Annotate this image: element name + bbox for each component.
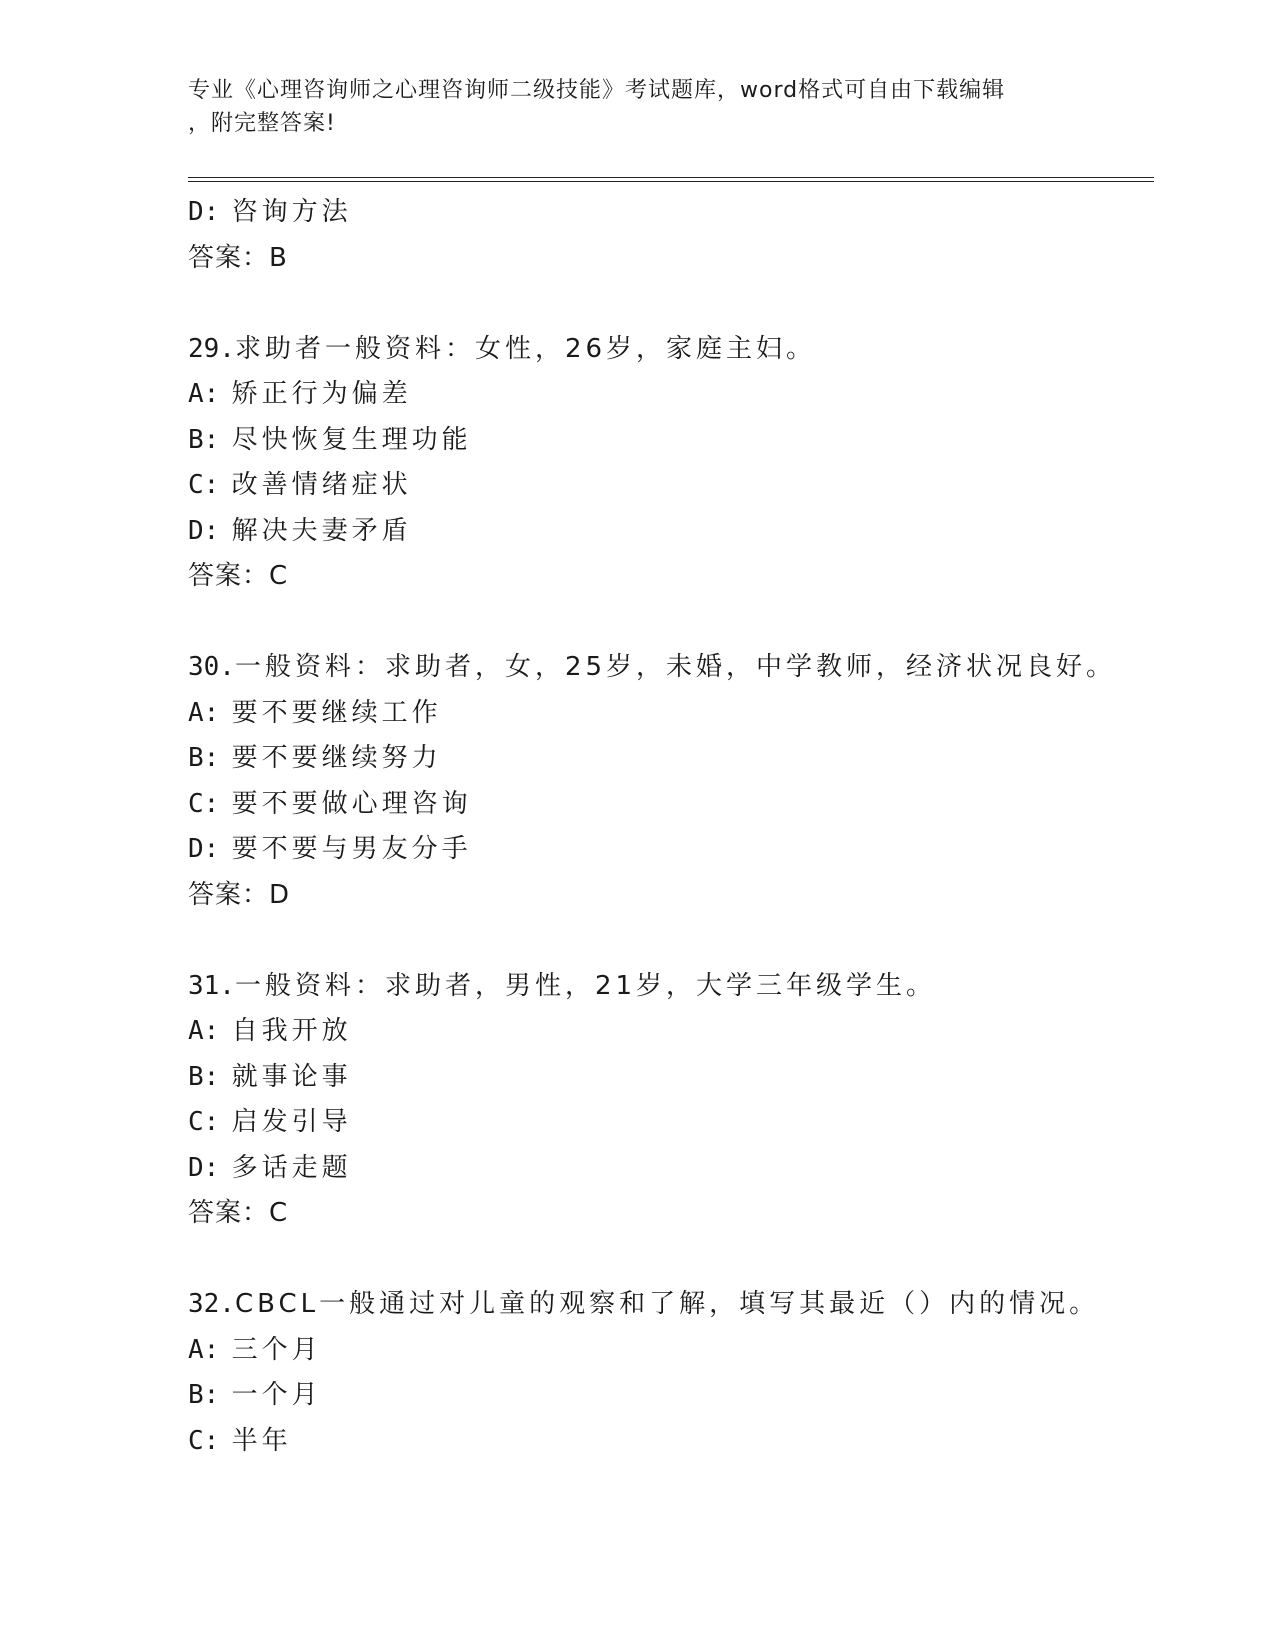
question-text: CBCL一般通过对儿童的观察和了解，填写其最近（）内的情况。 [234, 1289, 1100, 1319]
option-key: D: [188, 515, 220, 546]
option-text: 咨询方法 [231, 197, 352, 227]
option-key: D: [188, 834, 220, 864]
option-key: A: [188, 379, 220, 409]
option-text: 就事论事 [231, 1061, 352, 1092]
option-key: A: [188, 697, 220, 728]
option-a [188, 372, 1148, 418]
option-b [188, 1055, 1148, 1101]
option-key: C: [188, 1425, 220, 1456]
spacer [188, 600, 1148, 646]
option-key: B: [188, 424, 220, 455]
option-text: 尽快恢复生理功能 [231, 424, 472, 455]
question-text: 求助者一般资料：女性，26岁，家庭主妇。 [234, 333, 817, 364]
question-number: 29. [188, 333, 235, 364]
option-text: 要不要做心理咨询 [231, 788, 472, 819]
option-text: 矫正行为偏差 [231, 379, 412, 409]
option-b [188, 418, 1148, 464]
option-text: 改善情绪症状 [231, 470, 412, 500]
option-key: C: [188, 1107, 220, 1137]
option-key: A: [188, 1016, 220, 1046]
option-key: C: [188, 788, 220, 819]
option-text: 要不要继续工作 [231, 697, 442, 728]
option-b [188, 736, 1148, 782]
question-number: 30. [188, 652, 235, 682]
question-text: 一般资料：求助者，女，25岁，未婚，中学教师，经济状况良好。 [234, 652, 1117, 682]
option-key: B: [188, 1061, 220, 1092]
option-text: 启发引导 [231, 1107, 352, 1137]
option-text: 自我开放 [231, 1016, 352, 1046]
question-list [188, 190, 1148, 1464]
option-key: C: [188, 470, 220, 500]
option-c [188, 1419, 1148, 1465]
question-number: 31. [188, 970, 235, 1001]
answer-line: 答案：C [188, 561, 289, 591]
option-key: D: [188, 197, 220, 227]
option-d [188, 190, 1148, 236]
option-text: 要不要与男友分手 [231, 834, 472, 864]
header-divider-bottom [188, 181, 1154, 182]
answer-line: 答案：C [188, 1198, 289, 1228]
header-line-1: 专业《心理咨询师之心理咨询师二级技能》考试题库，word格式可自由下载编辑 [188, 78, 1006, 103]
question-stem [188, 964, 1148, 1010]
answer-line: 答案：B [188, 242, 288, 273]
option-key: A: [188, 1334, 220, 1365]
option-key: B: [188, 743, 220, 773]
option-a [188, 1009, 1148, 1055]
option-key: D: [188, 1152, 220, 1183]
option-d [188, 827, 1148, 873]
option-key: B: [188, 1380, 220, 1410]
question-stem [188, 1282, 1148, 1328]
document-header [188, 74, 1088, 140]
option-c [188, 782, 1148, 828]
answer-line: 答案：D [188, 879, 291, 910]
spacer [188, 918, 1148, 964]
question-number: 32. [188, 1289, 235, 1319]
option-text: 解决夫妻矛盾 [231, 515, 412, 546]
header-line-2: ，附完整答案! [188, 111, 336, 136]
option-c [188, 463, 1148, 509]
option-a [188, 1328, 1148, 1374]
spacer [188, 1237, 1148, 1283]
option-d [188, 1146, 1148, 1192]
option-a [188, 691, 1148, 737]
option-text: 多话走题 [231, 1152, 352, 1183]
question-text: 一般资料：求助者，男性，21岁，大学三年级学生。 [234, 970, 937, 1001]
option-text: 三个月 [231, 1334, 322, 1365]
header-divider-top [188, 177, 1154, 178]
option-b [188, 1373, 1148, 1419]
question-stem [188, 645, 1148, 691]
spacer [188, 281, 1148, 327]
option-text: 一个月 [231, 1380, 322, 1410]
option-c [188, 1100, 1148, 1146]
option-d [188, 509, 1148, 555]
question-stem [188, 327, 1148, 373]
option-text: 要不要继续努力 [231, 743, 442, 773]
option-text: 半年 [231, 1425, 292, 1456]
